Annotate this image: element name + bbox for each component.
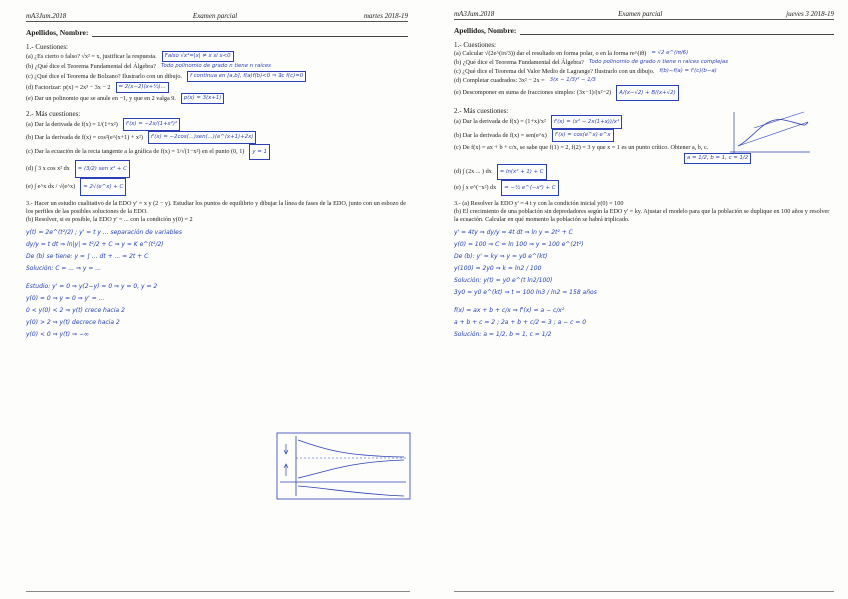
handwritten-answer: Falso √x²=|x| ≠ x si x<0: [162, 51, 234, 62]
handwritten-answer: f'(x) = −2cos(...)sen(...)(e^(x+1)+2x): [148, 131, 257, 144]
question: [26, 144, 408, 160]
section-1-questions: [26, 51, 408, 104]
exam-title: Examen parcial: [618, 10, 663, 18]
handwritten-line: dy/y = t dt ⇒ ln|y| = t²/2 + C ⇒ y = K e^(t²/2): [26, 241, 164, 248]
handwritten-answer: = 2(x−2)(x+½)...: [116, 82, 169, 93]
handwritten-answer: = 2√(e^x) + C: [80, 178, 126, 196]
question-text: (b) ¿Qué dice el Teorema Fundamental del Álgebra?: [454, 59, 584, 66]
handwritten-line: y(0) < 0 ⇒ y(t) ⇒ −∞: [26, 331, 90, 338]
page-header: [26, 12, 408, 22]
section-3-statement: 3.- Hacer un estudio cualitativo de la EDO y' = x y (2 − y). Estudiar los puntos de equilibrio y dibujar la línea de fases de la EDO, junto con un esbozo de los perfiles de las posibles soluciones de la EDO.: [26, 200, 406, 215]
handwritten-line: y(0) = 0 ⇒ y = 0 ⇒ y' = ...: [26, 295, 105, 302]
section-1-title: 1.- Cuestiones:: [454, 41, 496, 49]
question-text: (d) ∫ (2x ... ) dx: [454, 168, 492, 175]
exam-date: jueves 3 2018-19: [786, 10, 834, 18]
handwritten-line: De (b) se tiene: y = ∫ ... dt + ... = 2t + C: [26, 253, 149, 260]
handwritten-answer: p(x) = 3(x+1): [181, 93, 225, 104]
handwritten-line: y(0) > 2 ⇒ y(t) decrece hacia 2: [26, 319, 120, 326]
question-text: (c) De f(x) = ax + b + c/x, se sabe que f(1) = 2, f(2) = 3 y que x = 1 es un punto crítico. Obtener a, b, c.: [454, 144, 709, 151]
handwritten-answer: = −½ e^(−x²) + C: [501, 180, 558, 196]
question: [26, 71, 408, 82]
question-text: (d) ∫ 3 x cos x² dx: [26, 165, 70, 172]
question-text: (b) ¿Qué dice el Teorema Fundamental del Álgebra?: [26, 63, 156, 70]
section-1-title: 1.- Cuestiones:: [26, 43, 68, 51]
question-text: (c) ¿Qué dice el Teorema de Bolzano? Ilustrarlo con un dibujo.: [26, 73, 182, 80]
handwritten-line: f(x) = ax + b + c/x ⇒ f'(x) = a − c/x²: [454, 307, 565, 314]
handwritten-answer: A/(x−√2) + B/(x+√2): [616, 85, 679, 101]
handwritten-answer: f continua en [a,b], f(a)f(b)<0 ⇒ ∃c f(c)=0: [187, 71, 306, 82]
question-text: (b) Dar la derivada de f(x) = cos²(e^(x+1) + x²): [26, 134, 143, 141]
question-text: (b) Dar la derivada de f(x) = sen(e^x): [454, 132, 547, 139]
handwritten-work: [26, 227, 408, 341]
name-line: [520, 33, 834, 35]
question: [454, 164, 834, 180]
handwritten-answer: a = 1/2, b = 1, c = 1/2: [684, 153, 751, 164]
page-footer-line: [454, 591, 834, 593]
handwritten-line: Estudio: y' = 0 ⇒ y(2−y) = 0 ⇒ y = 0, y = 2: [26, 283, 158, 290]
page-header: [454, 10, 834, 20]
section-2-questions: [26, 118, 408, 196]
question-text: (c) Dar la ecuación de la recta tangente a la gráfica de f(x) = 1/√(1−x²) en el punto (0, 1): [26, 148, 245, 155]
section-3b-statement: (b) El crecimiento de una población sin depredadores según la EDO y' = ky. Ajustar el modelo para que la población se duplique en 100 años y resolver la ecuación. Calcular en qué momento la población se habrá triplicado.: [454, 208, 830, 223]
question-text: (d) Factorizar: p(x) = 2x³ − 3x − 2: [26, 84, 111, 91]
section-2-title: 2.- Más cuestiones:: [26, 110, 81, 118]
question: [454, 58, 834, 67]
handwritten-line: a + b + c = 2 ; 2a + b + c/2 = 3 ; a − c = 0: [454, 319, 587, 326]
handwritten-answer: f'(x) = −2x/(1+x²)²: [123, 118, 180, 131]
question: [454, 85, 834, 101]
question: [26, 82, 408, 93]
section-2-title: 2.- Más cuestiones:: [454, 107, 509, 115]
question-text: (e) ∫ x e^(−x²) dx: [454, 184, 497, 191]
question: [454, 180, 834, 196]
question: [454, 76, 834, 85]
question: [26, 131, 408, 144]
handwritten-answer: Todo polinomio de grado n tiene n raíces complejas: [588, 59, 729, 65]
handwritten-answer: = √2 e^(iπ/6): [651, 50, 689, 56]
name-line: [92, 35, 408, 37]
handwritten-line: y(100) = 2y0 ⇒ k = ln2 / 100: [454, 265, 542, 272]
section-3-statement: 3.- (a) Resolver la EDO y' = 4 t y con la condición inicial y(0) = 100: [454, 200, 624, 207]
question: [26, 51, 408, 62]
course-code: mA3Jum.2018: [26, 12, 67, 20]
question: [26, 178, 408, 196]
question: [26, 118, 408, 131]
exam-title: Examen parcial: [192, 12, 238, 20]
question: [454, 67, 834, 76]
question-text: (a) Calcular √(2e^(iπ/3)) dar el resultado en forma polar, o en la forma re^(iθ): [454, 50, 647, 57]
handwritten-answer: Todo polinomio de grado n tiene n raíces: [160, 63, 271, 69]
handwritten-answer: = (3/2) sen x² + C: [75, 160, 130, 178]
handwritten-answer: f'(x) = (x² − 2x(1+x))/x⁴: [551, 115, 622, 129]
question-text: (e) Descomponer en suma de fracciones simples: (3x−1)/(x²−2): [454, 89, 612, 96]
handwritten-answer: = ln(x² + 1) + C: [497, 164, 547, 180]
question-text: (e) ∫ e^x dx / √(e^x): [26, 183, 76, 190]
course-code: mA3Jum.2018: [454, 10, 495, 18]
handwritten-line: 3y0 = y0 e^(kt) ⇒ t = 100 ln3 / ln2 ≈ 158 años: [454, 289, 597, 296]
question: [26, 160, 408, 178]
handwritten-line: y' = 4ty ⇒ dy/y = 4t dt ⇒ ln y = 2t² + C: [454, 229, 573, 236]
name-label: Apellidos, Nombre:: [454, 26, 517, 35]
question-text: (d) Completar cuadrados: 3x² − 2x =: [454, 77, 545, 84]
section-1-questions: [454, 49, 834, 101]
right-exam-page: [424, 0, 848, 599]
handwritten-line: Solución: y(t) = y0 e^(t ln2/100): [454, 277, 553, 284]
handwritten-work: [454, 227, 834, 341]
question-text: (a) Dar la derivada de f(x) = 1/(1+x²): [26, 121, 118, 128]
handwritten-answer: y = 1: [249, 144, 270, 160]
question-text: (a) Dar la derivada de f(x) = (1+x)/x²: [454, 118, 546, 125]
handwritten-line: y(0) = 100 ⇒ C = ln 100 ⇒ y = 100 e^(2t²): [454, 241, 584, 248]
mean-value-sketch: [724, 108, 814, 156]
name-label: Apellidos, Nombre:: [26, 28, 89, 37]
question-text: (c) ¿Qué dice el Teorema del Valor Medio de Lagrange? Ilustrarlo con un dibujo.: [454, 68, 655, 75]
handwritten-line: Solución: a = 1/2, b = 1, c = 1/2: [454, 331, 552, 338]
handwritten-line: De (b): y' = ky ⇒ y = y0 e^(kt): [454, 253, 548, 260]
handwritten-line: 0 < y(0) < 2 ⇒ y(t) crece hacia 2: [26, 307, 125, 314]
handwritten-answer: 3(x − 1/3)² − 1/3: [549, 77, 596, 83]
handwritten-answer: f'(x) = cos(e^x) e^x: [552, 129, 614, 142]
question: [454, 49, 834, 58]
handwritten-line: Solución: C = ... ⇒ y = ...: [26, 265, 102, 272]
question-text: (a) ¿Es cierto o falso? √x² = x, justificar la respuesta.: [26, 53, 157, 60]
phase-portrait-sketch: [276, 432, 411, 500]
question: [26, 62, 408, 71]
handwritten-line: y(t) = 2e^(t²/2) ; y' = t y ... separación de variables: [26, 229, 182, 236]
question: [26, 93, 408, 104]
name-field: [454, 26, 834, 35]
name-field: [26, 28, 408, 37]
exam-date: martes 2018-19: [363, 12, 408, 20]
page-footer-line: [26, 591, 410, 593]
section-3b-statement: (b) Resolver, si es posible, la EDO y' = ... con la condición y(0) = 2: [26, 216, 193, 223]
handwritten-answer: f(b)−f(a) = f'(c)(b−a): [659, 68, 717, 74]
question-text: (e) Dar un polinomio que se anule en −1, y que en 2 valga 9.: [26, 95, 176, 102]
